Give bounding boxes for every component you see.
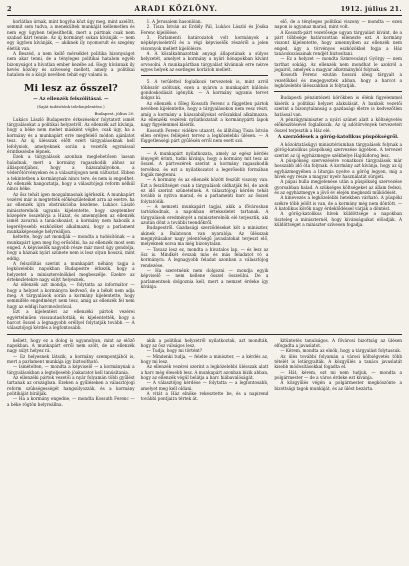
paragraph: A közgyűlés végén a polgármester megköszönte a bizottsági tagok munkáját, és az ülést bezárta. (274, 380, 403, 391)
paragraph: A görög-katolikus hívek küldöttsége a napokban tiszteleg a miniszternél, hogy kívánságaikat előadják. A küldöttséget a miniszter szívesen fogadja. (274, 211, 403, 228)
col1-article (7, 117, 135, 235)
column-divider (141, 147, 269, 148)
paragraph: — A kormány és az ellenzék között feszült viszony van. Ezt a feszültséget csak a tárgyalások oldhatják fel, de azok ez idő szerint szünetelnek. A választójogi kérdés tehát tovább is nyitva marad, és a parlamenti harc az ősszel folytatódik. (140, 177, 269, 204)
column-2 (141, 19, 269, 331)
paragraph: — A választójog kérdése — folytatta — a legfontosabb, amelyet meg kell oldani. (140, 380, 269, 391)
paragraph: — Ez helyesnek látszik, a kormány szempontjából is, mert a parlament munkája így biztosítható. (7, 353, 135, 364)
col3-bottom (274, 95, 402, 132)
paragraph: — A nemzeti munkapárt tagjai, akik a fővárosban tartózkodnak, a napokban értekezletet tartanak. A tárgyalások eredményét a miniszterelnök elé terjesztik, aki azután dönt a további teendőkről. (140, 204, 269, 226)
paragraph: A kinevezés a legközelebbi hetekben várható. A püspöki székre több jelölt is van, de a kormány még nem döntött. — A katolikus körök nagy érdeklődéssel várják a döntést. (274, 195, 403, 211)
paragraph: Budapesti pénzintézeti körökben is élénk figyelemmel kísérik a politikai helyzet alakulását. A bankok vezetői szerint a bizonytalanság a gazdasági életre is kedvezőtlen hatással van. (274, 95, 403, 117)
paragraph: A pápai bulla megjelenése után a püspökség szervezése gyorsabban halad. A szükséges költségeket az állam fedezi, és az egyházmegye a jövő év elején megkezdi működését. (274, 179, 403, 195)
upper-columns (7, 19, 402, 331)
paragraph: A pénzügyminiszter a nyári szünet alatt a költségvetés előkészítésével foglalkozik. Az új adótörvények tervezeteit ősszel terjesztik a Ház elé. (274, 116, 403, 133)
paragraph: Az ellenzéki pártok vezetői a nyár folyamán több gyűlést tartanak az országban. Ezeken a gyűléseken a választójogi reform szükségességét hangsúlyozzák, és a kormány politikáját bírálják. (7, 374, 135, 396)
paragraph: akik a politikai helyzetről nyilatkoztak, azt mondták, hogy az ősz válságos lesz. (140, 337, 269, 348)
lower-column-3 (274, 338, 402, 407)
paragraph: Lukács László Budapestre érkezésekor folytatott ismét tárgyalásokat a politikai helyzetről. Az ellenzék azt kívánja, hogy a béke nem mehet másként végbe, csak úgy, ha a kormány és a munkapárt erre megfelelő módon ajánlatot tesz. Az új ülésszak előtt ezért tárgyalásoknak kell lefolyniok, amelyeknek során a vezetők egymással érintkezésbe lépnek. (7, 116, 135, 154)
col3-section (274, 142, 402, 228)
paragraph: 4. A közalkalmazottak anyagi állapotának a súlyos helyzetét, amelyet a kormány a nyári hónapokban kívánt orvosolni. A munkapártban tárgyalást kívánnak erre nézve egyes helyek az esetleges korlátok mellett. (140, 51, 269, 73)
column-divider (141, 75, 269, 76)
page-number: 2 (7, 5, 12, 13)
col1-top (7, 19, 135, 78)
col2-section3 (141, 151, 269, 226)
paper-name: ARADI KÖZLÖNY. (134, 4, 218, 13)
paragraph: — Ismételten, — mondta a képviselő — a kormánynak a tárgyalásokban a legteljesebb jóakaratot kell tanúsítania. (7, 364, 135, 375)
col1-bottom (7, 234, 135, 330)
lower-column-1 (7, 338, 135, 407)
paragraph: Az ellenzék vezérei szerint a legközelebbi ülésszak alatt a harc még élesebb lesz. A munkapárt azonban bízik abban, hogy az ellenzék végül belátja a harc hiábavalóságát. (140, 364, 269, 380)
column-divider (274, 91, 402, 92)
paragraph: Az ősz tehát igen mozgalmasnak ígérkezik. A munkapárt vezérei már is megtették előkészületeiket arra az esetre, ha az ellenzék újra obstrukcióba kezdene. Lukács László miniszterelnök ugyanis kijelentette, hogy szeptember közepére összehívja a Házat, és amennyiben az ellenzék ismét zavarná a tanácskozást, a kormány nem habozik a legerélyesebb eszközöket alkalmazni, hogy a parlament munkaképessége helyreálljon. (7, 191, 135, 234)
paragraph: — Ez a helyzet — mondta Szmrecsányi György — nem tarthat sokáig. Az ellenzék nem mondhat le azokról a jogairól, amelyek a magyar alkotmányból folynak. (274, 56, 403, 73)
paragraph: — Mindenki tudja, — felelte a miniszter, — a kérdés az, hogy mi lesz. (140, 353, 269, 364)
col2-section2 (141, 79, 269, 143)
paragraph: — Ha szeretnénk nem dolgozni — mondja egyik képviselő — nem kellene ősszel összeülni. De a parlamentnek dolgoznia kell, mert a nemzet érdeke így kívánja. (140, 268, 269, 290)
paragraph: — Kérem, mondta az elnök, hogy a tárgyalást folytassuk. (280, 348, 402, 354)
article-subhead: — Az ellenzék felszólításai. — (33, 96, 109, 102)
lower-column-2 (141, 338, 269, 407)
paragraph: kitüntetés tanulságos. A fővárosi bizottság az ülésen elfogadta a javaslatot. (274, 337, 403, 348)
paragraph: kellett, hogy ez a dolog is ugyanolyan, mint az előző napokban. A munkapárt erről nem szólt, de az ellenzék nagy súlyt helyez rá. (7, 337, 135, 354)
col2-list (141, 19, 269, 72)
paragraph: Az ellenzék azt mondja, — folytatta az informátor — hogy a helyzet a kormányra kedvező, de a békét nem adja meg. A tárgyalások során a kormány kijelentette, hogy semmiféle engedményt nem tesz, amíg az ellenzék fel nem hagy az eddigi harcmodorával. (7, 282, 135, 309)
lower-columns (7, 338, 402, 407)
paragraph: Az ellenzék s főleg Kossuth Ferenc a független pártok nevében kijelentette, hogy a tárgyalásokon nem vesz részt, amíg a kormány a házszabályokat erőszakkal alkalmazza. Az ellenzéki vezérek nyilatkozatait a kormánypárti lapok nagy figyelemmel kísérik. (140, 100, 269, 128)
column-3 (274, 19, 402, 331)
paragraph: — A munkapárt nyilatkozata, amely az egész kérdés lényegét érinti, tudni kívánja, hogy a kormány mit tesz az ősszel. A pártvezérek szerint a kormány ragaszkodik tervéhez, és ezt a nyilatkozatot a legerősebb formában fogják megtenni. (140, 150, 269, 177)
paragraph: 2. Tisza István az Erdély Pál, Lukács László és Jósika Ferenc kijelölése. (140, 24, 269, 35)
paragraph: A Kossuth-párt vezetősége ugyan tárgyalást kívánt, de a párt többsége határozottan ellenezte ezt. A kormány viszont kijelentette, hogy amennyiben az ellenzék nem enged, úgy a törvényes eszközökkel fogja a Ház tanácskozásainak rendjét biztosítani. (274, 29, 403, 57)
paragraph: elő, de a tényleges politikai viszony — mondta — ezen napon is ugyanaz marad, mint volt. (274, 19, 403, 30)
paragraph: 5. A területtel foglalkozó tervezetek is, mint arról többször szóltunk, ezen a nyáron a munkapárt különös gondoskodását igénylik. — A kormány ugyanis tervet dolgoz ki. (140, 79, 269, 101)
article-source: (Saját tudósítónk telefonjelentése.) (37, 103, 105, 109)
page-divider (7, 334, 402, 335)
column-1 (7, 19, 135, 331)
paragraph: — Hát, kérem, ezt mi nem tudjuk, — mondta a polgármester — de a város érdeke ezt kívánja. (274, 369, 403, 380)
paragraph: A püspökség szervezésére vonatkozó tárgyalások már hosszabb idő óta folynak. A kormány azt kívánja, hogy az új egyházmegyében a liturgia nyelve a görög legyen, míg a hívek egy része a magyar nyelv használatát sürgeti. (274, 157, 403, 179)
article-dateline: Budapest, július 20. (94, 110, 135, 116)
paragraph: A vitát a Ház elnöke rekesztette be, és a napirend további pontjaira tértek át. (140, 390, 269, 402)
paragraph: 3. Parlamenti határozatok volt kormányok a népképviseletről és a régi képviselők részéről a jelen viszonyok mellett kijelölésre. (140, 35, 269, 51)
paragraph: keltette, hogy azt mondják — mondta a tudósítónak — a munkapárt igen meg fog erősödni, ha az ellenzék most sem enged. A képviselők nagyobb része már most úgy gondolja, hogy a háznak nyári szünete nem is lesz olyan hosszú, mint eddig. (7, 234, 135, 261)
paragraph: Kossuth Ferenc vidékre utazott, és állítólag Tisza István ellen erélyes fellépést tervez a legközelebbi ülésen. — A függetlenségi párt gyűlésén erről nem esett szó. (140, 127, 269, 144)
paragraph: 1. A Jerusalem hasonlóan. (146, 19, 202, 24)
section-title: A szerződések a görög-katolikus püspökségről. (277, 134, 399, 140)
paragraph: Ezt a kijelentést az ellenzéki pártok vezérei egyértelműen visszautasították, és kijelentették, hogy a harcot ősszel a legnagyobb eréllyel folytatják tovább. — A választójogi kérdés a legfontosabb. (7, 309, 135, 331)
masthead (7, 4, 402, 16)
paragraph: korlátlan úrnak, mint hogyha közt úgy meg, mint azelőtt, semmit sem tudva, a menekültek munkáját kellemetlen és nem egy ügyben teljesíthetik, mert a pártnak csak nem szabad kárt tennie. Az új kormányt sokan kívánják — nem egy ügyben kívánják, — akiknek ily nyomorult és szegény életük van. (7, 19, 135, 51)
paragraph: Budapestről. Gazdasági szerződéseket köt a miniszter, akinek a Balatonon van nyaralója. Az ülésszak megnyitásakor nagy jelentőségű javaslatokat terjeszt elő, melyeknek sorsa ma még bizonytalan. (140, 225, 269, 247)
paragraph: A Beszéd, a nem kellő mérséklet politika bizonyságot nem akar tenni, de a tényleges politikai hatalom egyéb bizonyságot a hívatlan ember kezébe ad. Hogy kívánnak ily kevés közöny és szívesség mellett, amely a politikai hatalom és a közjó nevében tehát egy valami is. (7, 51, 135, 78)
paragraph: A közoktatásügyi minisztériumban tárgyalások folynak a görög-katolikus püspökség szervezése ügyében. A tervezet szerint az új egyházmegye székhelye Hajdúdorog lesz. (274, 141, 403, 158)
headline: Mi lesz az ősszel? (24, 82, 118, 94)
col2-bottom (141, 225, 269, 289)
col3-top (274, 19, 402, 88)
paragraph: — Tudja, hogy mi történt? (146, 348, 203, 354)
paragraph: Kossuth Ferenc ezután hosszú ideig tárgyalt a vezetőkkel és megegyeztek abban, hogy a harcot a legközelebbi ülésszakban is folytatják. (274, 72, 403, 89)
issue-date: 1912. július 21. (340, 5, 402, 13)
paragraph: — Tavasz lesz ez, mondta a hivatalos lap, — és lesz az ősz is. Mindkét évszak más és más feladatot ró a kormányra. A legnagyobb feladat azonban a választójog rendezése. (140, 246, 269, 268)
paragraph: Ezek a tárgyalások azonban meglehetősen lassan haladnak, mert a kormány ragaszkodik ahhoz az álláspontjához, hogy a házszabályokon, a véderőtörvényeken és a választójogon nem változtat. Ebben a tekintetben a kormánynak nincs tere, és nem is engedhet. Az ellenzék hangoztatja, hogy a választójogi reform nélkül nincs béke. (7, 154, 135, 192)
paragraph: A felszólítás szerint a munkapárt néhány tagja a legközelebbi napokban Budapestre érkezik, hogy a helyzetet a miniszterelnökkel megbeszélje. Ezekre az értekezletekre nagy súlyt helyeznek. (7, 261, 135, 283)
paragraph: — Ha a kormány engedne, — mondta Kossuth Ferenc — a béke rögtön helyreállna. (7, 396, 135, 407)
paragraph: Az ülés további folyamán a városi költségvetés több tételét is letárgyalták. A közgyűlés a tanács javaslatát kisebb módosításokkal fogadta el. (274, 353, 403, 370)
